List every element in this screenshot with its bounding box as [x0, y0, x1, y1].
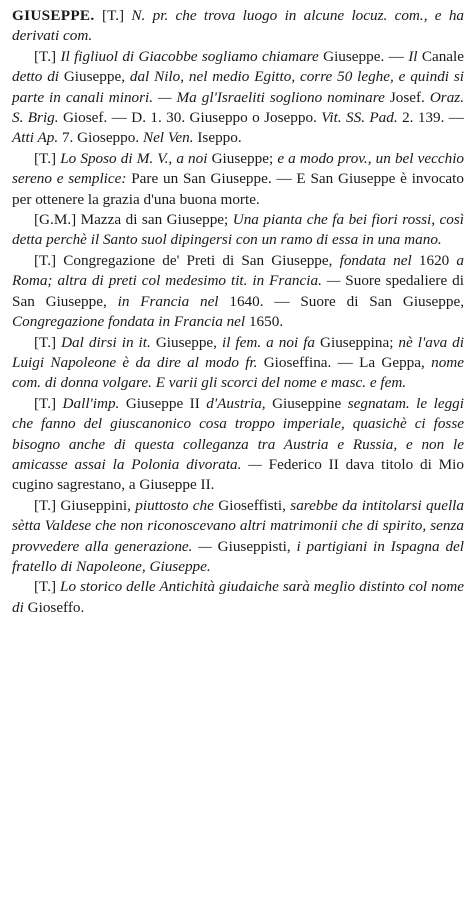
text: Federico II dava titolo di Mio cugino sagrestano, a Giuseppe II.: [12, 455, 464, 494]
italic-text: Oraz. S. Brig.: [12, 88, 464, 127]
italic-text: sarebbe da intitolarsi quella sètta Valdese che non riconoscevano altri matrimonii che di spirito, senza provvedere alla generazione. —: [12, 496, 464, 555]
entry-paragraph: [12, 210, 464, 251]
italic-text: detto di: [12, 68, 64, 86]
text: Gioseffina. — La Geppa,: [263, 353, 432, 371]
entry-paragraph: [12, 251, 464, 333]
text: [T.]: [102, 7, 132, 24]
entry-paragraph: [12, 149, 464, 210]
italic-text: e a modo prov., un bel vecchio sereno e semplice:: [12, 149, 465, 188]
text: Giuseppine: [272, 394, 348, 412]
text: Iseppo.: [197, 129, 242, 147]
italic-text: Una pianta che fa bei fiori rossi, così detta perchè il Santo suol dipingersi con un ramo di essa in una mano.: [12, 211, 464, 249]
text: Canale: [421, 47, 464, 65]
text: Giuseppe;: [211, 149, 278, 167]
italic-text: nome com. di donna volgare. E varii gli scorci del nome e masc. e fem.: [12, 353, 464, 392]
text: [T.]: [34, 394, 63, 412]
entry-paragraph: [12, 394, 464, 496]
italic-text: Lo Sposo di M. V., a noi: [60, 149, 212, 167]
text: [T.]: [34, 149, 61, 167]
italic-text: in Francia nel: [117, 292, 230, 310]
headword: GIUSEPPE.: [12, 7, 103, 24]
text: [T.] Congregazione de' Preti di San Giuseppe,: [34, 251, 340, 269]
italic-text: Il figliuol di Giacobbe sogliamo chiamare: [60, 47, 324, 65]
italic-text: il fem. a noi fa: [221, 333, 321, 351]
text: 1620: [418, 251, 457, 269]
text: 2. 139. —: [402, 109, 464, 127]
text: [G.M.] Mazza di san Giuseppe;: [34, 211, 233, 229]
italic-text: segnatam. le leggi che fanno del giuscanonico cosa troppo imperiale, quasichè ci fosse bisogno anche di questa colleganza tra Austria e Russia, e non le amicasse assai la Polonia divorata. —: [12, 394, 464, 473]
text: 7. Gioseppo.: [61, 129, 143, 147]
italic-text: N. pr. che trova luogo in alcune locuz. com., e ha derivati com.: [12, 7, 465, 45]
text: Giuseppe,: [155, 333, 222, 351]
italic-text: Atti Ap.: [12, 129, 62, 147]
italic-text: nè l'ava di Luigi Napoleone è da dire al modo fr.: [12, 333, 464, 371]
italic-text: fondata nel: [339, 251, 419, 269]
italic-text: i partigiani in Ispagna del fratello di Napoleone, Giuseppe.: [12, 537, 464, 575]
text: [T.]: [34, 47, 61, 65]
text: [T.]: [34, 333, 62, 351]
text: Pare un San Giuseppe. — E San Giuseppe è invocato per ottenere la grazia d'una buona morte.: [12, 170, 464, 208]
text: 1640. — Suore di San Giuseppe,: [229, 292, 465, 310]
text: Giosef. — D. 1. 30. Giuseppo o Joseppo.: [62, 109, 322, 127]
text: Giuseppe. —: [323, 47, 409, 65]
italic-text: Lo storico delle Antichità giudaiche sarà meglio distinto col nome di: [12, 578, 464, 616]
text: Giuseppisti,: [217, 537, 297, 555]
text: Josef.: [389, 88, 430, 106]
text: Gioseffo.: [27, 598, 85, 616]
text: Gioseffisti,: [218, 496, 291, 514]
italic-text: Il: [408, 47, 422, 65]
italic-text: Congregazione fondata in Francia nel: [12, 313, 249, 331]
entry-paragraph: [12, 333, 464, 394]
italic-text: Nel Ven.: [142, 129, 198, 147]
italic-text: Dal dirsi in it.: [61, 333, 156, 351]
text: Suore spedaliere di San Giuseppe,: [12, 272, 464, 310]
text: [T.] Giuseppini,: [34, 496, 136, 514]
italic-text: Vit. SS. Pad.: [321, 109, 403, 127]
italic-text: dal Nilo, nel medio Egitto, corre 50 leghe, e quindi si parte in canali minori. — Ma gl'Israeliti sogliono nominare: [12, 68, 464, 106]
italic-text: d'Austria,: [206, 394, 273, 412]
text: Giuseppe II: [125, 394, 207, 412]
italic-text: Dall'imp.: [62, 394, 126, 412]
italic-text: a Roma; altra di preti col medesimo tit. in Francia. —: [12, 251, 464, 290]
entry-headword-paragraph: [12, 6, 464, 47]
italic-text: piuttosto che: [135, 496, 219, 514]
entry-paragraph: [12, 47, 464, 149]
text: 1650.: [248, 313, 284, 331]
text: Giuseppina;: [320, 333, 399, 351]
entry-paragraph: [12, 496, 464, 578]
text: Giuseppe,: [63, 68, 130, 86]
entry-paragraph: [12, 577, 464, 618]
text: [T.]: [34, 578, 61, 596]
